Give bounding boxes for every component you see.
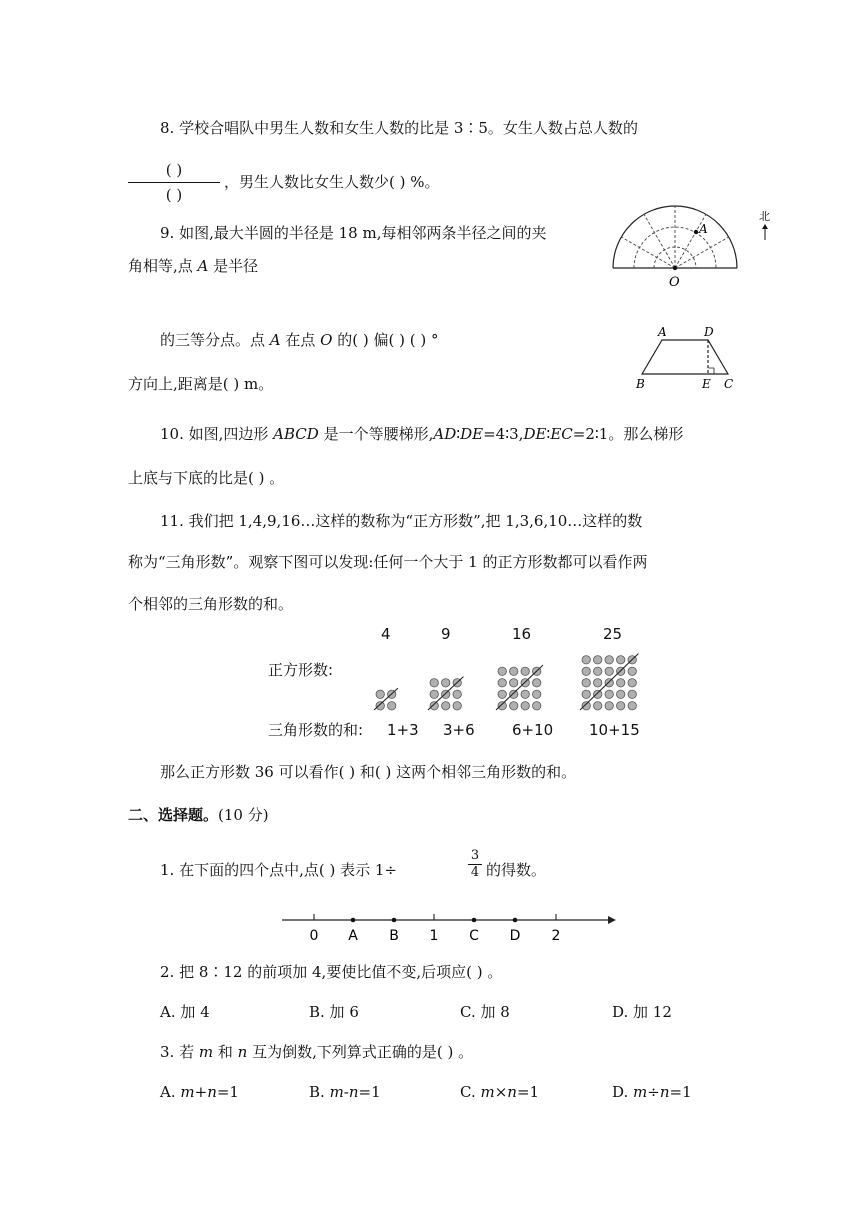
q9-line1: 9. 如图,最大半圆的半径是 18 m,每相邻两条半径之间的夹 <box>160 224 547 242</box>
point-a <box>351 918 356 923</box>
square-value: 4 <box>381 625 391 643</box>
square-value: 25 <box>603 625 623 643</box>
point-d <box>513 918 518 923</box>
section-2-heading: 二、选择题。(10 分) <box>128 806 269 824</box>
dot <box>376 690 384 698</box>
q11-line4: 那么正方形数 36 可以看作( ) 和( ) 这两个相邻三角形数的和。 <box>160 763 577 781</box>
number-line <box>278 910 618 944</box>
point-c <box>472 918 477 923</box>
dot <box>498 690 506 698</box>
q10-line2: 上底与下底的比是( ) 。 <box>128 469 285 487</box>
dot <box>442 679 450 687</box>
dot <box>628 702 636 710</box>
triangle-sum: 10+15 <box>589 721 640 739</box>
north-arrow-icon <box>762 224 768 229</box>
dot <box>510 690 518 698</box>
north-label: 北 <box>759 210 770 223</box>
dot <box>521 690 529 698</box>
dot <box>376 702 384 710</box>
q8-frac-numerator: ( ) <box>165 161 183 179</box>
axis-label: B <box>389 928 399 944</box>
dot <box>510 679 518 687</box>
square-value: 9 <box>441 625 451 643</box>
axis-label: A <box>348 928 358 944</box>
radius-30 <box>675 237 729 268</box>
dot <box>628 679 636 687</box>
triangle-sum: 3+6 <box>443 721 475 739</box>
c3-text: 3. 若 m 和 n 互为倒数,下列算式正确的是( ) 。 <box>160 1043 474 1061</box>
square-numbers-label: 正方形数: <box>268 661 334 679</box>
axis-label: 2 <box>551 928 561 944</box>
radius-120 <box>644 214 675 268</box>
c1-frac-denominator: 4 <box>470 865 480 880</box>
triangle-sum: 1+3 <box>387 721 419 739</box>
label-e: E <box>702 377 711 391</box>
dot <box>521 667 529 675</box>
dot <box>582 702 590 710</box>
semicircle-figure <box>605 200 785 295</box>
c3-option-d: D. m÷n=1 <box>612 1083 692 1101</box>
q9-line2: 角相等,点 A 是半径 <box>128 257 259 275</box>
dot <box>582 690 590 698</box>
c2-option-a: A. 加 4 <box>160 1003 210 1021</box>
dot <box>628 667 636 675</box>
label-a: A <box>658 325 667 339</box>
dot <box>533 679 541 687</box>
dot <box>605 679 613 687</box>
dot-arrays-figure <box>370 640 660 715</box>
q8-frac-denominator: ( ) <box>165 186 183 204</box>
label-a: A <box>699 222 708 236</box>
label-b: B <box>636 377 645 391</box>
dot <box>617 690 625 698</box>
c3-option-c: C. m×n=1 <box>460 1083 540 1101</box>
arrow-right-icon <box>608 916 616 924</box>
dot <box>594 679 602 687</box>
axis-label: 1 <box>429 928 439 944</box>
dot <box>442 690 450 698</box>
c3-option-b: B. m-n=1 <box>309 1083 381 1101</box>
fraction-bar <box>128 182 220 183</box>
dot <box>388 702 396 710</box>
dot <box>521 702 529 710</box>
q11-line1: 11. 我们把 1,4,9,16…这样的数称为“正方形数”,把 1,3,6,10…这样的数 <box>160 512 643 530</box>
c1-frac-numerator: 3 <box>470 848 480 863</box>
dot <box>498 667 506 675</box>
axis-label: C <box>469 928 479 944</box>
dot <box>594 667 602 675</box>
q11-line3: 个相邻的三角形数的和。 <box>128 595 294 613</box>
dot <box>605 690 613 698</box>
dot <box>594 656 602 664</box>
q11-line2: 称为“三角形数”。观察下图可以发现:任何一个大于 1 的正方形数都可以看作两 <box>128 553 648 571</box>
c1-text-b: 的得数。 <box>486 861 547 879</box>
dot <box>498 702 506 710</box>
dot <box>582 667 590 675</box>
dot <box>442 702 450 710</box>
axis-label: 0 <box>309 928 319 944</box>
dot <box>594 690 602 698</box>
dot <box>533 690 541 698</box>
trapezoid-figure <box>630 322 740 394</box>
q9-line4: 方向上,距离是( ) m。 <box>128 375 274 393</box>
trapezoid-abcd <box>642 340 728 374</box>
dot <box>617 679 625 687</box>
c2-option-b: B. 加 6 <box>309 1003 359 1021</box>
dot <box>582 679 590 687</box>
dot <box>510 702 518 710</box>
c3-option-a: A. m+n=1 <box>160 1083 239 1101</box>
c1-text-a: 1. 在下面的四个点中,点( ) 表示 1÷ <box>160 861 397 879</box>
right-angle-mark <box>708 368 714 374</box>
dot <box>430 702 438 710</box>
c1-fraction <box>468 848 482 881</box>
dot <box>453 702 461 710</box>
dot <box>628 690 636 698</box>
square-value: 16 <box>512 625 532 643</box>
axis-label: D <box>509 928 521 944</box>
label-o: O <box>669 275 680 290</box>
c2-option-d: D. 加 12 <box>612 1003 672 1021</box>
point-o <box>673 266 677 270</box>
dot <box>617 656 625 664</box>
dot <box>453 690 461 698</box>
dot <box>617 702 625 710</box>
dot <box>605 656 613 664</box>
label-c: C <box>724 377 734 391</box>
point-a <box>694 230 698 234</box>
triangle-sum: 6+10 <box>512 721 554 739</box>
q8-fraction <box>128 160 220 205</box>
q10-line1: 10. 如图,四边形 ABCD 是一个等腰梯形,AD∶DE=4∶3,DE∶EC=2∶1。那么梯形 <box>160 425 684 443</box>
triangle-sum-label: 三角形数的和: <box>268 721 364 739</box>
dot <box>510 667 518 675</box>
dot <box>498 679 506 687</box>
c2-text: 2. 把 8∶12 的前项加 4,要使比值不变,后项应( ) 。 <box>160 963 503 981</box>
dot <box>605 702 613 710</box>
dot <box>533 702 541 710</box>
label-d: D <box>704 325 714 339</box>
c2-option-c: C. 加 8 <box>460 1003 510 1021</box>
point-b <box>392 918 397 923</box>
dot <box>582 656 590 664</box>
q8-line1: 8. 学校合唱队中男生人数和女生人数的比是 3∶5。女生人数占总人数的 <box>160 119 638 137</box>
dot <box>430 690 438 698</box>
dot <box>594 702 602 710</box>
q8-line2: ，男生人数比女生人数少( ) %。 <box>224 173 440 191</box>
q9-line3: 的三等分点。点 A 在点 O 的( ) 偏( ) ( ) ° <box>160 331 439 349</box>
radius-150 <box>621 237 675 268</box>
dot <box>430 679 438 687</box>
dot <box>605 667 613 675</box>
